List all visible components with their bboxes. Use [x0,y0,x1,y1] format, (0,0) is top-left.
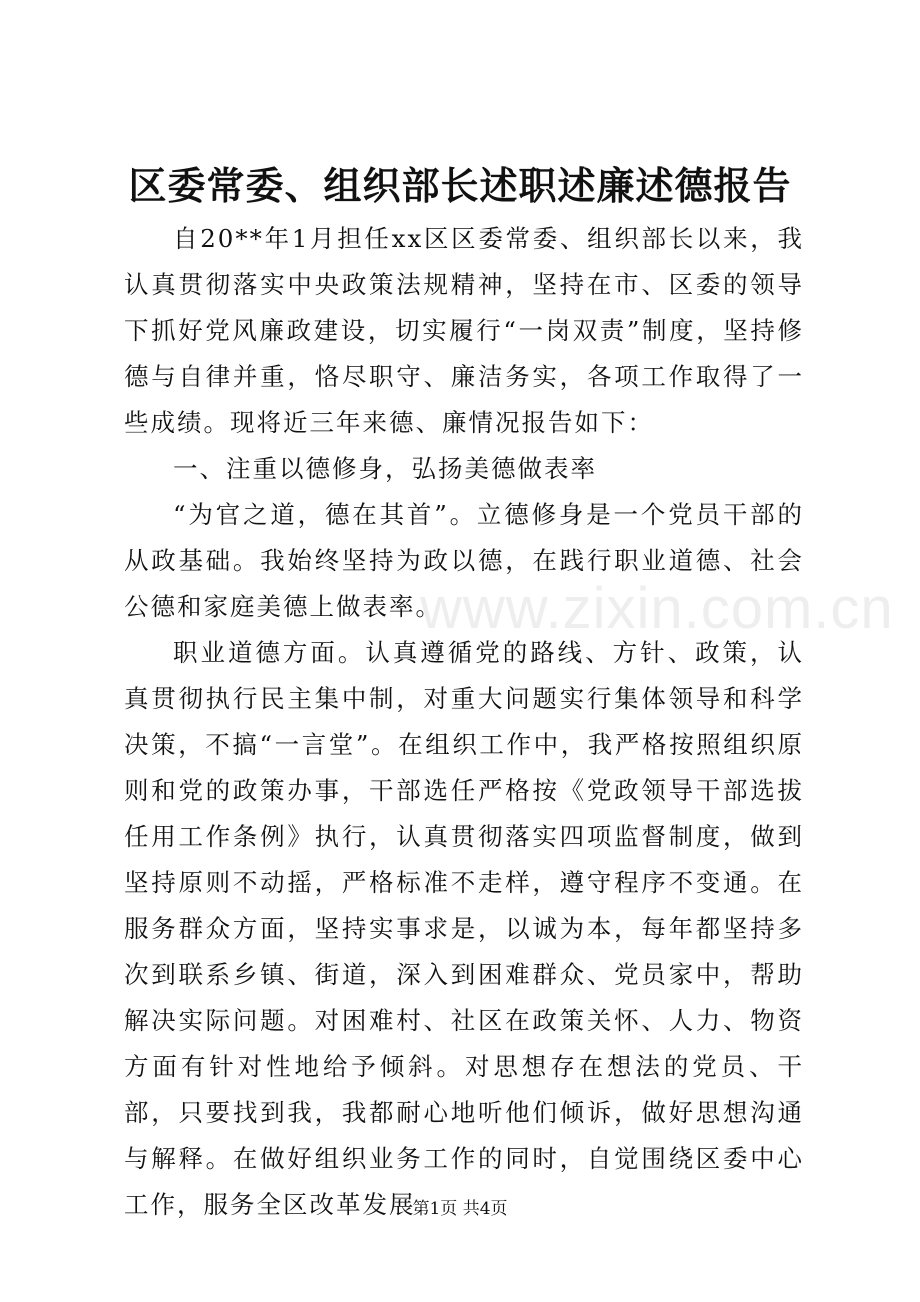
page-footer: 第1页 共4页 [412,1199,508,1219]
document-body [124,216,804,1228]
watermark: www.zixin.com.cn [420,576,894,641]
document-title: 区委常委、组织部长述职述廉述德报告 [128,163,792,208]
section-heading-1: 一、注重以德修身，弘扬美德做表率 [173,454,597,483]
paragraph-professional-ethics: 职业道德方面。认真遵循党的路线、方针、政策，认真贯彻执行民主集中制，对重大问题实行集体领导和科学决策，不搞“一言堂”。在组织工作中，我严格按照组织原则和党的政策办事，干部选任严格按《党政领导干部选拔任用工作条例》执行，认真贯彻落实四项监督制度，做到坚持原则不动摇，严格标准不走样，遵守程序不变通。在服务群众方面，坚持实事求是，以诚为本，每年都坚持多次到联系乡镇、街道，深入到困难群众、党员家中，帮助解决实际问题。对困难村、社区在政策关怀、人力、物资方面有针对性地给予倾斜。对思想存在想法的党员、干部，只要找到我，我都耐心地听他们倾诉，做好思想沟通与解释。在做好组织业务工作的同时，自觉围绕区委中心工作，服务全区改革发展 [124,638,804,1219]
paragraph-intro: 自20**年1月担任xx区区委常委、组织部长以来，我认真贯彻落实中央政策法规精神，坚持在市、区委的领导下抓好党风廉政建设，切实履行“一岗双责”制度，坚持修德与自律并重，恪尽职守、廉洁务实，各项工作取得了一些成绩。现将近三年来德、廉情况报告如下： [124,224,804,437]
paragraph-quote: “为官之道，德在其首”。立德修身是一个党员干部的从政基础。我始终坚持为政以德，在践行职业道德、社会公德和家庭美德上做表率。 [124,500,804,621]
